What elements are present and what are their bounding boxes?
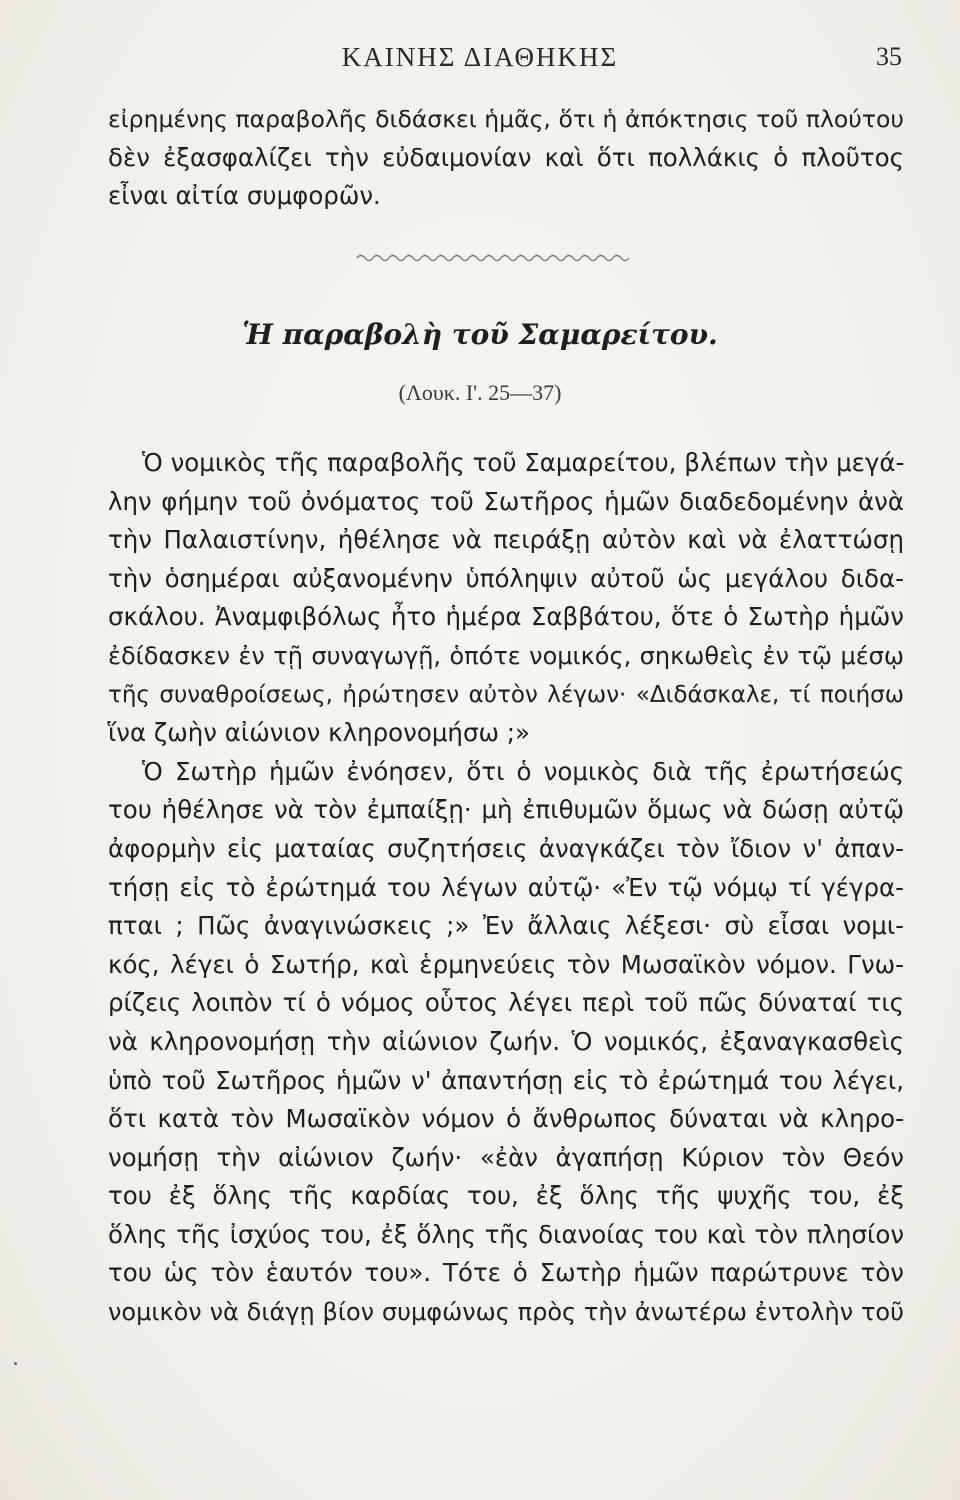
text-line: ρίζεις λοιπὸν τί ὁ νόμος οὗτος λέγει περὶ τοῦ πῶς δύναταί τις	[108, 988, 904, 1018]
text-line: ἵνα ζωὴν αἰώνιον κληρονομήσω ;»	[108, 718, 531, 748]
text-line: νὰ κληρονομήσῃ τὴν αἰώνιον ζωήν. Ὁ νομικός, ἐξαναγκασθεὶς	[108, 1026, 904, 1056]
running-title: ΚΑΙΝΗΣ ΔΙΑΘΗΚΗΣ	[341, 42, 619, 72]
running-head	[0, 40, 960, 80]
text-line: εἰρημένης παραβολῆς διδάσκει ἡμᾶς, ὅτι ἡ ἀπόκτησις τοῦ πλούτου	[108, 105, 904, 133]
opening-paragraph	[108, 100, 904, 216]
text-line: ὅλης τῆς ἰσχύος του, ἐξ ὅλης τῆς διανοίας του καὶ τὸν πλησίον	[108, 1219, 904, 1249]
text-line: κός, λέγει ὁ Σωτήρ, καὶ ἑρμηνεύεις τὸν Μωσαϊκὸν νόμον. Γνω-	[108, 949, 904, 979]
text-line: του ὡς τὸν ἑαυτόν του». Τότε ὁ Σωτὴρ ἡμῶν παρώτρυνε τὸν	[108, 1258, 904, 1288]
text-line: λην φήμην τοῦ ὀνόματος τοῦ Σωτῆρος ἡμῶν διαδεδομένην ἀνὰ	[108, 486, 904, 516]
text-line: ἐδίδασκεν ἐν τῇ συναγωγῇ, ὁπότε νομικός, σηκωθεὶς ἐν τῷ μέσῳ	[108, 641, 904, 670]
text-line: πται ; Πῶς ἀναγινώσκεις ;» Ἐν ἄλλαις λέξεσι· σὺ εἶσαι νομι-	[108, 911, 904, 941]
body-text	[108, 444, 904, 1332]
text-line: τῆς συναθροίσεως, ἠρώτησεν αὐτὸν λέγων· «Διδάσκαλε, τί ποιήσω	[108, 681, 904, 708]
text-line: δὲν ἐξασφαλίζει τὴν εὐδαιμονίαν καὶ ὅτι πολλάκις ὁ πλοῦτος	[108, 142, 904, 172]
text-line: τὴν Παλαιστίνην, ἠθέλησε νὰ πειράξῃ αὐτὸν καὶ νὰ ἐλαττώσῃ	[108, 525, 904, 555]
text-line: του ἐξ ὅλης τῆς καρδίας του, ἐξ ὅλης τῆς ψυχῆς του, ἐξ	[108, 1181, 904, 1211]
text-line: ὑπὸ τοῦ Σωτῆρος ἡμῶν ν' ἀπαντήσῃ εἰς τὸ ἐρώτημά του λέγει,	[108, 1065, 904, 1095]
text-line: τήσῃ εἰς τὸ ἐρώτημά του λέγων αὐτῷ· «Ἐν τῷ νόμῳ τί γέγρα-	[108, 872, 904, 902]
scripture-reference: (Λουκ. Ι'. 25—37)	[398, 380, 562, 405]
text-line: εἶναι αἰτία συμφορῶν.	[108, 181, 381, 211]
wavy-divider-ornament	[355, 250, 635, 266]
paper-speck	[14, 1362, 17, 1365]
paragraph-first-line: Ὁ Σωτὴρ ἡμῶν ἐνόησεν, ὅτι ὁ νομικὸς διὰ τῆς ἐρωτήσεώς	[142, 756, 904, 786]
paragraph-first-line: Ὁ νομικὸς τῆς παραβολῆς τοῦ Σαμαρείτου, βλέπων τὴν μεγά-	[142, 448, 905, 477]
text-line: ὅτι κατὰ τὸν Μωσαϊκὸν νόμον ὁ ἄνθρωπος δύναται νὰ κληρο-	[108, 1104, 904, 1134]
text-line: νομικὸν νὰ διάγῃ βίον συμφώνως πρὸς τὴν ἀνωτέρω ἐντολὴν τοῦ	[108, 1298, 904, 1327]
section-title: Ἡ παραβολὴ τοῦ Σαμαρείτου.	[242, 318, 718, 351]
text-line: ἀφορμὴν εἰς ματαίας συζητήσεις ἀναγκάζει τὸν ἴδιον ν' ἀπαν-	[108, 833, 904, 863]
text-line: τὴν ὁσημέραι αὐξανομένην ὑπόληψιν αὐτοῦ ὡς μεγάλου διδα-	[108, 563, 904, 593]
text-line: του ἠθέλησε νὰ τὸν ἐμπαίξῃ· μὴ ἐπιθυμῶν ὅμως νὰ δώσῃ αὐτῷ	[108, 795, 904, 825]
text-line: νομήσῃ τὴν αἰώνιον ζωήν· «ἐὰν ἀγαπήσῃ Κύριον τὸν Θεόν	[108, 1142, 904, 1172]
page-number: 35	[876, 42, 902, 71]
text-line: σκάλου. Ἀναμφιβόλως ἦτο ἡμέρα Σαββάτου, ὅτε ὁ Σωτὴρ ἡμῶν	[108, 602, 904, 632]
